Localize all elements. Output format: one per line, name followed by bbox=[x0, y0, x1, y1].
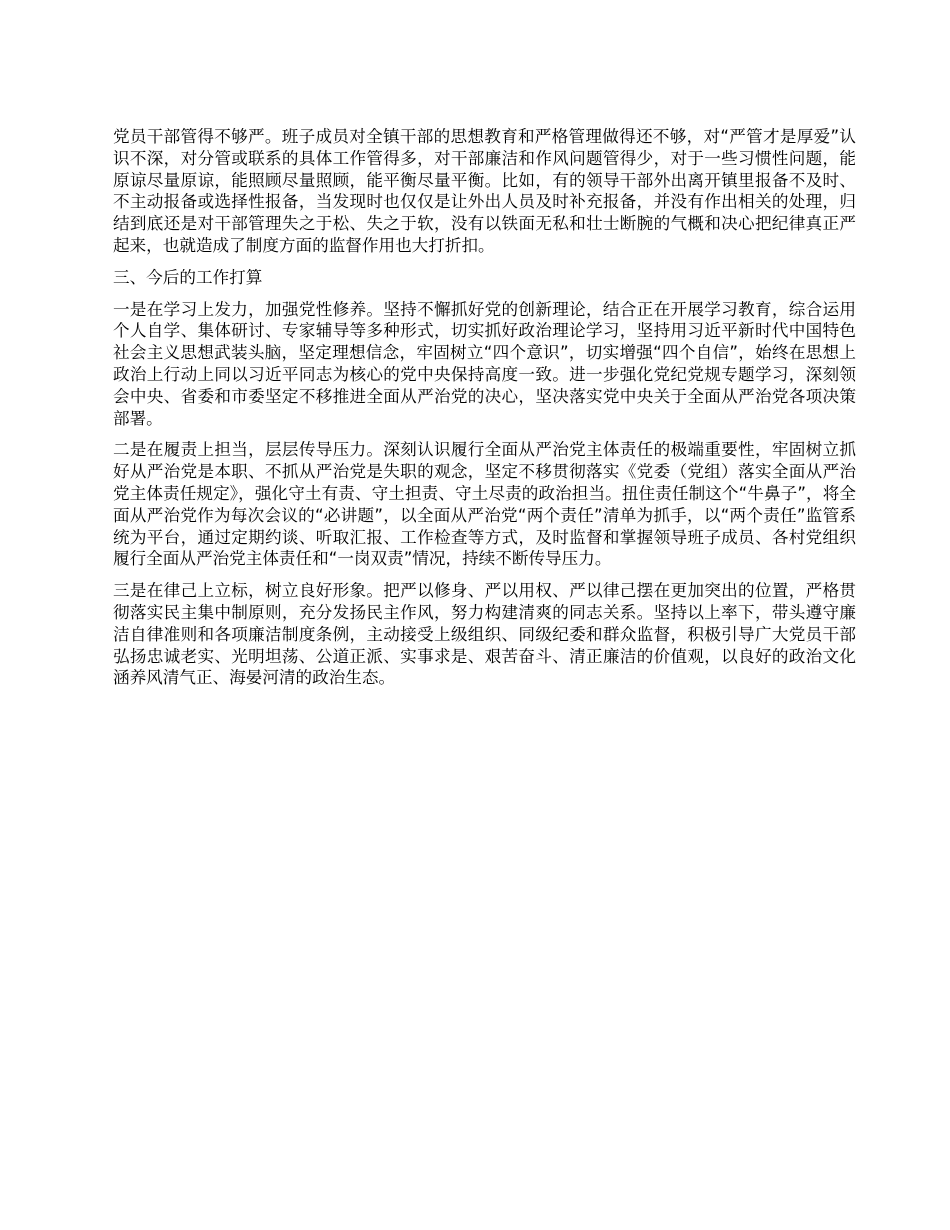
paragraph-self-discipline: 三是在律己上立标，树立良好形象。把严以修身、严以用权、严以律己摆在更加突出的位置，严格贯彻落实民主集中制原则，充分发扬民主作风，努力构建清爽的同志关系。坚持以上率下，带头遵守廉洁自律准则和各项廉洁制度条例，主动接受上级组织、同级纪委和群众监督，积极引导广大党员干部弘扬忠诚老实、光明坦荡、公道正派、实事求是、艰苦奋斗、清正廉洁的价值观，以良好的政治文化涵养风清气正、海晏河清的政治生态。 bbox=[113, 581, 856, 688]
paragraph-responsibility: 二是在履责上担当，层层传导压力。深刻认识履行全面从严治党主体责任的极端重要性，牢固树立抓好从严治党是本职、不抓从严治党是失职的观念，坚定不移贯彻落实《党委（党组）落实全面从严治党主体责任规定》，强化守土有责、守土担责、守土尽责的政治担当。扭住责任制这个“牛鼻子”，将全面从严治党作为每次会议的“必讲题”，以全面从严治党“两个责任”清单为抓手，以“两个责任”监管系统为平台，通过定期约谈、听取汇报、工作检查等方式，及时监督和掌握领导班子成员、各村党组织履行全面从严治党主体责任和“一岗双责”情况，持续不断传导压力。 bbox=[113, 440, 856, 569]
paragraph-management-issues: 党员干部管得不够严。班子成员对全镇干部的思想教育和严格管理做得还不够，对“严管才是厚爱”认识不深，对分管或联系的具体工作管得多，对干部廉洁和作风问题管得少，对于一些习惯性问题，能原谅尽量原谅，能照顾尽量照顾，能平衡尽量平衡。比如，有的领导干部外出离开镇里报备不及时、不主动报备或选择性报备，当发现时也仅仅是让外出人员及时补充报备，并没有作出相关的处理，归结到底还是对干部管理失之于松、失之于软，没有以铁面无私和壮士断腕的气概和决心把纪律真正严起来，也就造成了制度方面的监督作用也大打折扣。 bbox=[113, 127, 856, 255]
section-heading-future-plans: 三、今后的工作打算 bbox=[113, 267, 263, 287]
paragraph-study: 一是在学习上发力，加强党性修养。坚持不懈抓好党的创新理论，结合正在开展学习教育，综合运用个人自学、集体研讨、专家辅导等多种形式，切实抓好政治理论学习，坚持用习近平新时代中国特色社会主义思想武装头脑，坚定理想信念，牢固树立“四个意识”，切实增强“四个自信”，始终在思想上政治上行动上同以习近平同志为核心的党中央保持高度一致。进一步强化党纪党规专题学习，深刻领会中央、省委和市委坚定不移推进全面从严治党的决心，坚决落实党中央关于全面从严治党各项决策部署。 bbox=[113, 299, 856, 428]
document-body bbox=[113, 126, 856, 699]
